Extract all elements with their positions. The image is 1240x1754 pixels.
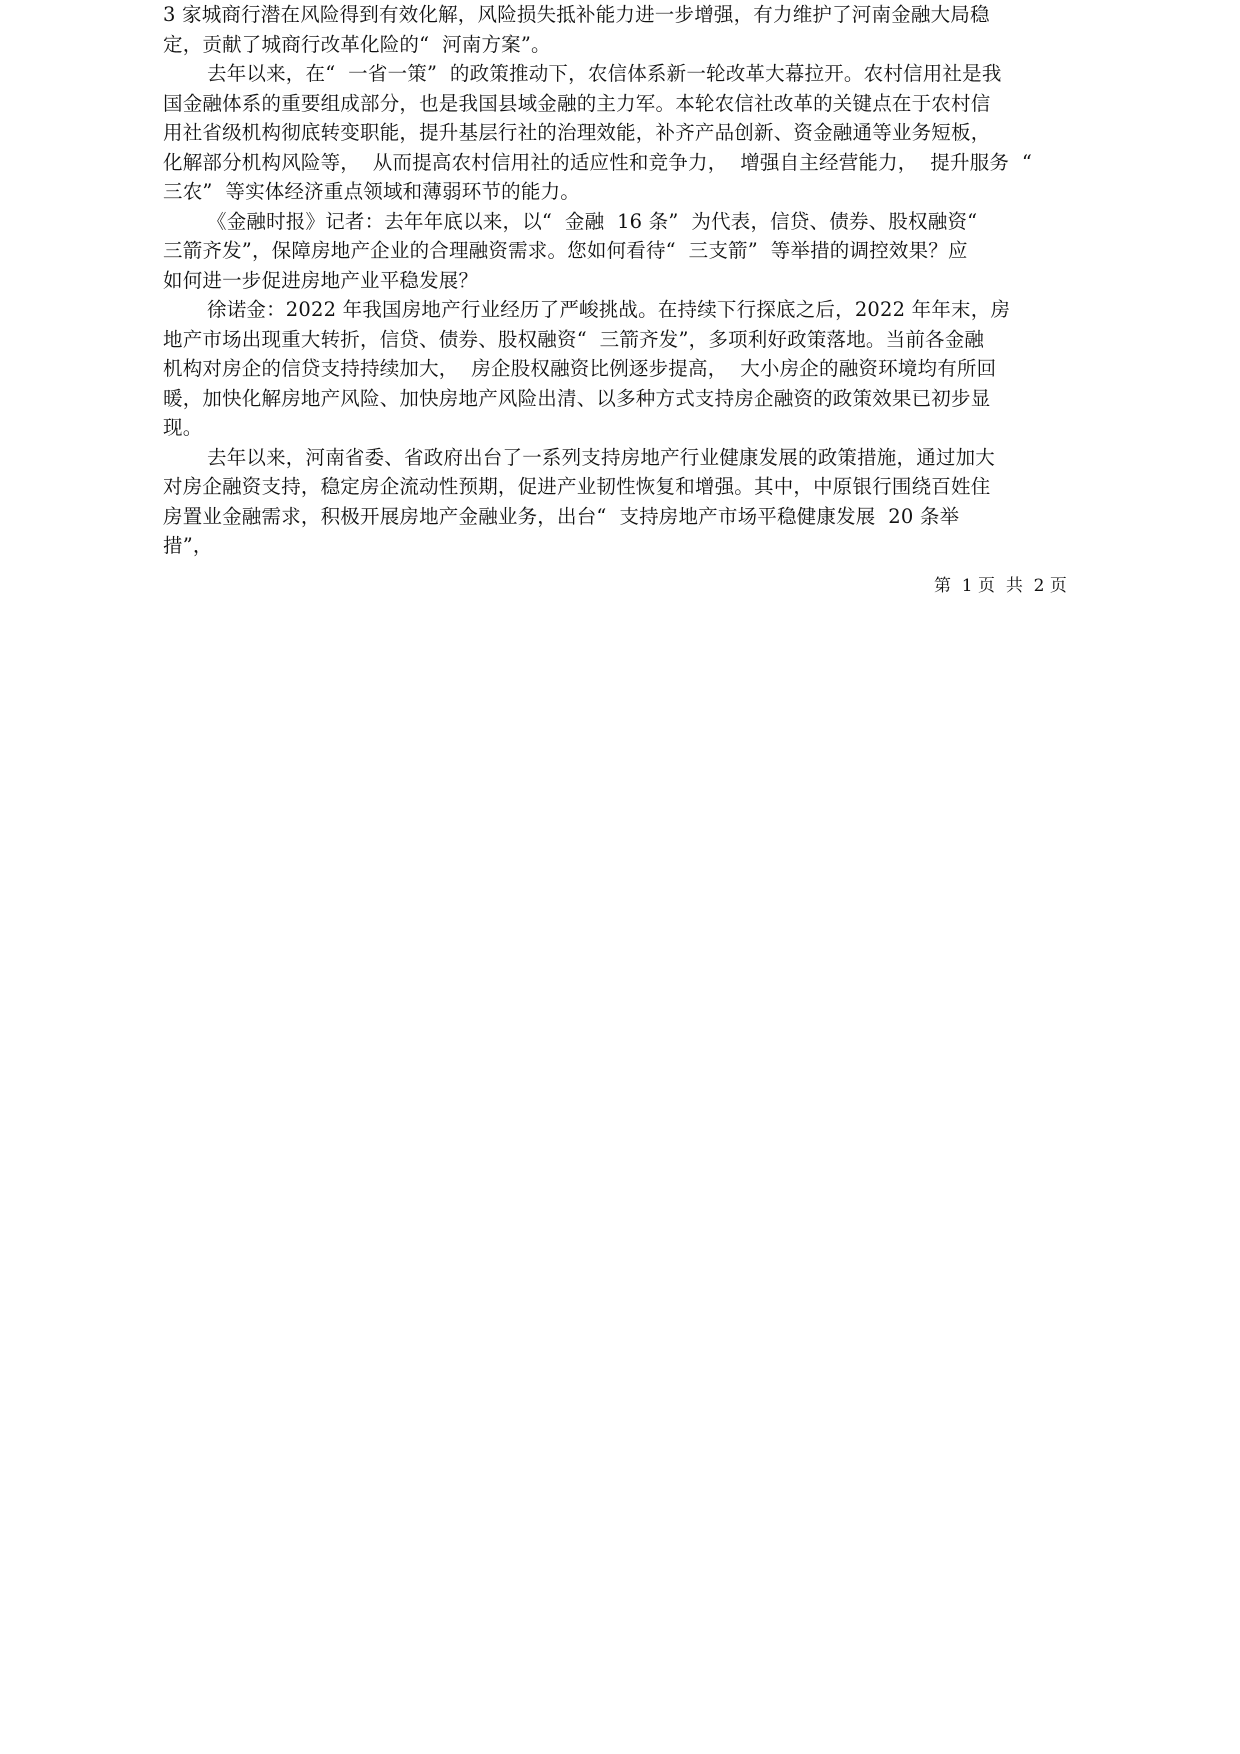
text-line-4: 国金融体系的重要组成部分，也是我国县域金融的主力军。本轮农信社改革的关键点在于农村信 xyxy=(163,91,991,115)
text-line-17: 对房企融资支持，稳定房企流动性预期，促进产业韧性恢复和增强。其中，中原银行围绕百姓住 xyxy=(163,475,991,498)
text-line-13: 机构对房企的信贷支持持续加大， 房企股权融资比例逐步提高， 大小房企的融资环境均有所回 xyxy=(163,357,997,380)
text-line-10: 如何进一步促进房地产业平稳发展？ xyxy=(163,268,479,292)
text-line-7: 三农” 等实体经济重点领域和薄弱环节的能力。 xyxy=(163,180,580,203)
text-line-15: 现。 xyxy=(163,416,203,439)
text-line-3: 去年以来，在“ 一省一策” 的政策推动下，农信体系新一轮改革大幕拉开。农村信用社是我 xyxy=(207,62,1002,85)
text-line-11: 徐诺金：2022 年我国房地产行业经历了严峻挑战。在持续下行探底之后，2022 年年末，房 xyxy=(207,298,1011,321)
text-line-2: 定，贡献了城商行改革化险的“ 河南方案”。 xyxy=(163,32,551,56)
text-line-1: 3 家城商行潜在风险得到有效化解，风险损失抵补能力进一步增强，有力维护了河南金融大局稳 xyxy=(163,3,990,26)
text-line-16: 去年以来，河南省委、省政府出台了一系列支持房地产行业健康发展的政策措施，通过加大 xyxy=(207,445,996,469)
document-body xyxy=(163,0,1083,561)
text-line-18: 房置业金融需求，积极开展房地产金融业务，出台“ 支持房地产市场平稳健康发展 20 条举 xyxy=(163,504,960,528)
text-line-12: 地产市场出现重大转折，信贷、债券、股权融资“ 三箭齐发”，多项利好政策落地。当前各金融 xyxy=(163,327,985,351)
text-line-5: 用社省级机构彻底转变职能，提升基层行社的治理效能，补齐产品创新、资金融通等业务短板， xyxy=(163,121,991,144)
page-number-footer: 第 1 页 共 2 页 xyxy=(934,576,1067,596)
text-line-19: 措”， xyxy=(163,534,213,557)
text-line-6: 化解部分机构风险等， 从而提高农村信用社的适应性和竞争力， 增强自主经营能力， 提升服务 “ xyxy=(163,150,1033,174)
text-line-14: 暖，加快化解房地产风险、加快房地产风险出清、以多种方式支持房企融资的政策效果已初步显 xyxy=(163,386,991,410)
text-line-8: 《金融时报》记者：去年年底以来，以“ 金融 16 条” 为代表，信贷、债券、股权融资“ xyxy=(207,209,978,233)
text-line-9: 三箭齐发”，保障房地产企业的合理融资需求。您如何看待“ 三支箭” 等举措的调控效果？应 xyxy=(163,239,968,262)
